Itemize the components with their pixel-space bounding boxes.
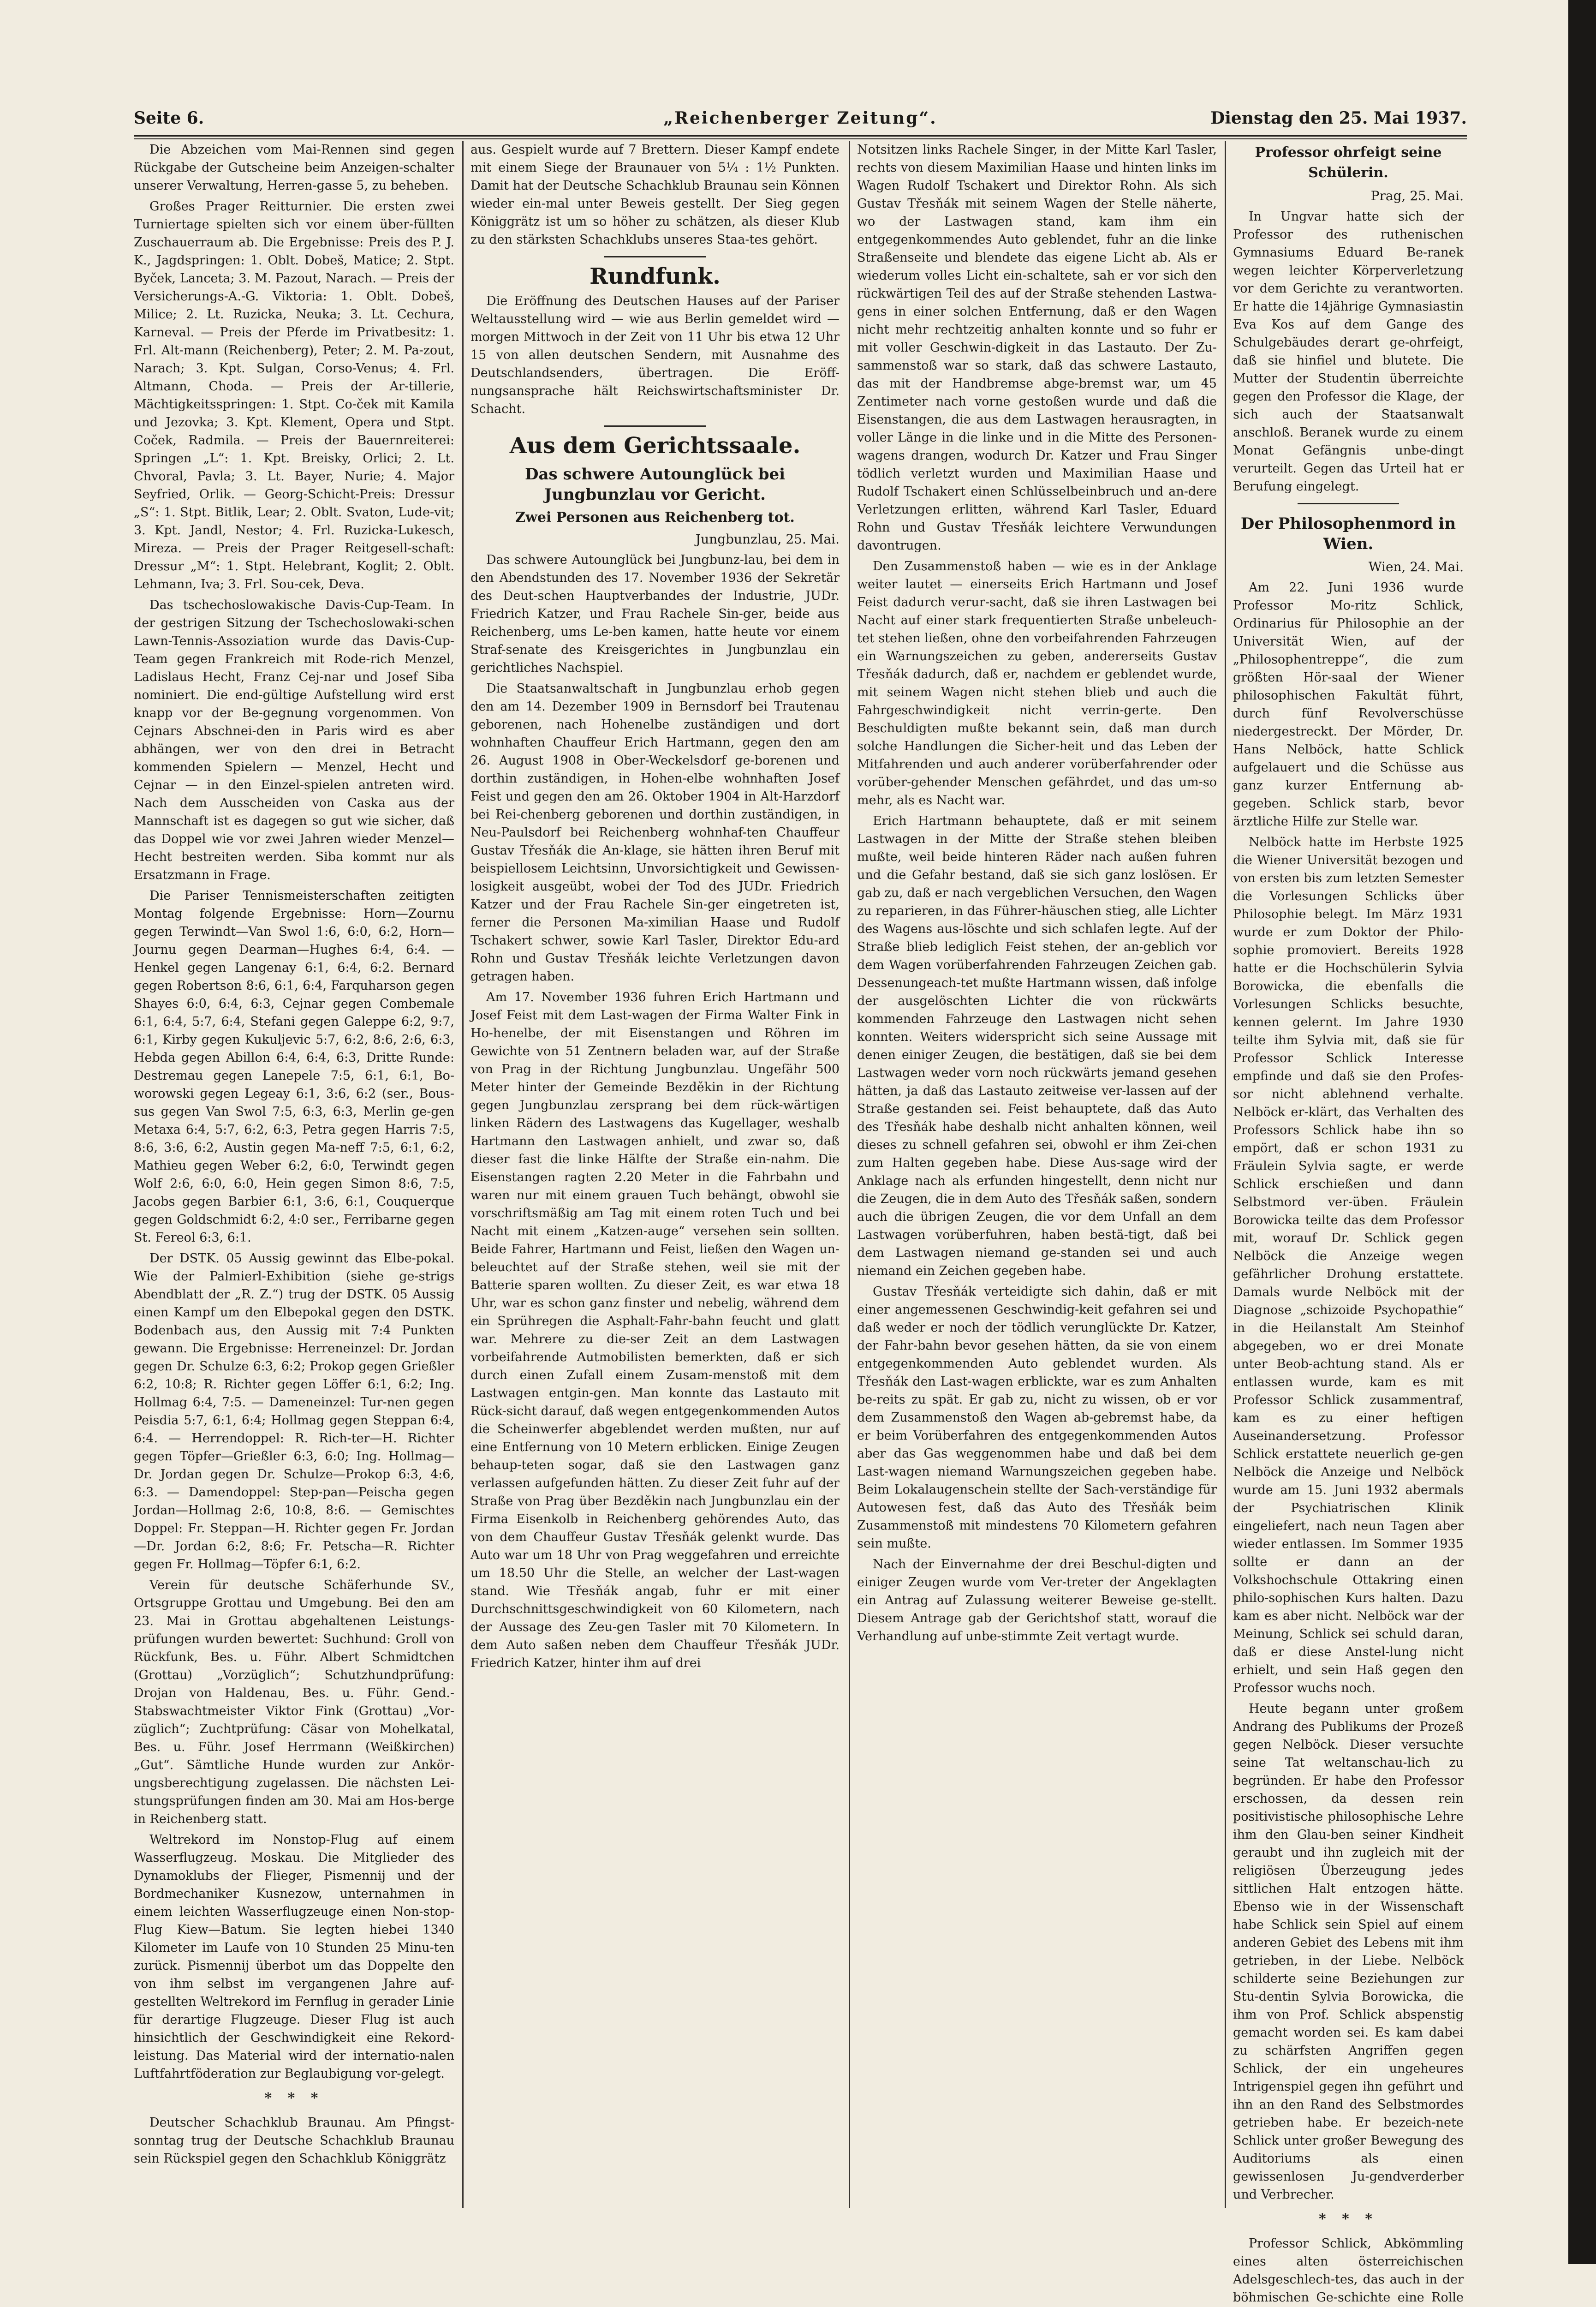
gerichtssaal-heading: Aus dem Gerichtssaale.: [509, 433, 801, 459]
article-paragraph: Gustav Třesňák verteidigte sich dahin, daß er mit einer angemessenen Geschwindig-keit gefahren sei und daß weder er noch der tödlich verunglückte Dr. Katzer, der Fahr-bahn bevor gesehen hätten, da sie von einem entgegenkommenden Auto geblendet wurden. Als Třesňák den Last-wagen erblickte, war es zum Anhalten be-reits zu spät. Er gab zu, nicht zu wissen, ob er vor dem Zusammenstoß den Wagen ab-gebremst habe, da er beim Vorüberfahren des entgegenkommenden Autos aber das Gas weggenommen habe und daß bei dem Last-wagen niemand Warnungszeichen gegeben habe. Beim Lokalaugenschein stellte der Sach-verständige für Autowesen fest, daß das Auto des Třesňák beim Zusammenstoß mit mindestens 70 Kilometern gefahren sein mußte.: [857, 1285, 1217, 1551]
autounglueck-subheadline: Zwei Personen aus Reichenberg tot.: [515, 509, 795, 526]
section-rule: [1298, 503, 1399, 504]
dateline: Jungbunzlau, 25. Mai.: [695, 532, 840, 547]
column-1: [134, 141, 454, 2208]
article-schaeferhunde: Verein für deutsche Schäferhunde SV., Ortsgruppe Grottau und Umgebung. Bei den am 23. Mai in Grottau abgehaltenen Leistungs-prüfungen wurden bewertet: Suchhund: Groll von Rückfunk, Bes. u. Führ. Albert Schmidtchen (Grottau) „Vorzüglich“; Schutzhundprüfung: Drojan von Haldenau, Bes. u. Führ. Gend.-Stabswachtmeister Viktor Fink (Grottau) „Vor-züglich“; Zuchtprüfung: Cäsar von Mohelkatal, Bes. u. Führ. Josef Herrmann (Weißkirchen) „Gut“. Sämtliche Hunde wurden zur Ankör-ungsberechtigung zugelassen. Die nächsten Lei-stungsprüfungen finden am 30. Mai am Hos-berge in Reichenberg statt.: [134, 1578, 454, 1826]
rundfunk-heading: Rundfunk.: [590, 263, 721, 289]
page-number: Seite 6.: [134, 108, 204, 128]
column-3: [857, 141, 1217, 2208]
notice-abzeichen: Die Abzeichen vom Mai-Rennen sind gegen Rückgabe der Gutscheine beim Anzeigen-schalter unserer Verwaltung, Herren-gasse 5, zu beheben.: [134, 143, 454, 193]
article-paragraph: Heute begann unter großem Andrang des Publikums der Prozeß gegen Nelböck. Dieser versuchte seine Tat weltanschau-lich zu begründen. Er habe den Professor erschossen, da dessen rein positivistische philosophische Lehre ihm den Glau-ben seiner Kindheit geraubt und ihn zugleich mit der religiösen Überzeugung jedes sittlichen Halt entzogen hätte. Ebenso wie in der Wissenschaft habe Schlick sein Spiel auf einem anderen Gebiet des Lebens mit ihm getrieben, in der Liebe. Nelböck schilderte seine Beziehungen zur Stu-dentin Sylvia Borowicka, die ihm von Prof. Schlick abspenstig gemacht worden sei. Es kam dabei zu schärfsten Angriffen gegen Schlick, der ein ungeheures Intrigenspiel gegen ihn geführt und ihn an den Rand des Selbstmordes getrieben habe. Er bezeich-nete Schlick unter großer Bewegung des Auditoriums als einen gewissenlosen Ju-gendverderber und Verbrecher.: [1233, 1702, 1464, 2202]
article-paragraph: Den Zusammenstoß haben — wie es in der Anklage weiter lautet — einerseits Erich Hartmann und Josef Feist dadurch verur-sacht, daß sie ihren Lastwagen bei Nacht auf einer stark frequentierten Straße unbeleuch-tet stehen ließen, ohne den vorbeifahrenden Fahrzeugen ein Warnungszeichen zu geben, andererseits Gustav Třesňák dadurch, daß er, nachdem er geblendet wurde, mit seinem Wagen nicht stehen blieb und auch die Fahrgeschwindigkeit nicht verrin-gerte. Den Beschuldigten mußte bekannt sein, daß man durch solche Handlungen die Sicher-heit und das Leben der Mitfahrenden und auch anderer vorüberfahrender oder vorüber-gehender Menschen gefährdet, und das um-so mehr, als es Nacht war.: [857, 559, 1217, 807]
column-4: [1233, 141, 1464, 2305]
article-paragraph: In Ungvar hatte sich der Professor des ruthenischen Gymnasiums Eduard Be-ranek wegen leichter Körperverletzung vor dem Gerichte zu verantworten. Er hatte die 14jährige Gymnasiastin Eva Kos auf dem Gange des Schulgebäudes derart ge-ohrfeigt, daß sie hinfiel und blutete. Die Mutter der Studentin überreichte gegen den Professor die Klage, der sich auch der Staatsanwalt anschloß. Beranek wurde zu einem Monat Gefängnis unbe-dingt verurteilt. Gegen das Urteil hat er Berufung eingelegt.: [1233, 209, 1464, 494]
ohrfeige-headline: Professor ohrfeigt seine Schülerin.: [1255, 144, 1442, 181]
article-paragraph: Die Staatsanwaltschaft in Jungbunzlau erhob gegen den am 14. Dezember 1909 in Bernsdorf bei Trautenau geborenen, nach Hohenelbe zuständigen und dort wohnhaften Chauffeur Erich Hartmann, gegen den am 26. August 1908 in Ober-Weckelsdorf ge-borenen und dorthin zuständigen, in Hohen-elbe wohnhaften Josef Feist und gegen den am 26. Oktober 1904 in Alt-Harzdorf bei Rei-chenberg geborenen und dorthin zuständigen, in Neu-Paulsdorf bei Reichenberg wohnhaf-ten Chauffeur Gustav Třesňák die An-klage, sie hätten ihren Beruf mit beispiellosem Leichtsinn, Unvorsichtigkeit und Gewissen-losigkeit ausgeübt, wobei der Tod des JUDr. Friedrich Katzer und der Frau Rachele Sin-ger eingetreten ist, ferner die Personen Ma-ximilian Haase und Rudolf Tschakert schwer, sowie Karl Tasler, Direktor Edu-ard Rohn und Gustav Třesňák leichte Verletzungen davon getragen haben.: [470, 681, 840, 984]
article-paragraph: Professor Schlick, Abkömmling eines alten österreichischen Adelsgeschlech-tes, das auch in der böhmischen Ge-schichte eine Rolle: [1233, 2236, 1464, 2305]
section-stars: * * *: [1319, 2211, 1378, 2227]
article-paragraph: Am 17. November 1936 fuhren Erich Hartmann und Josef Feist mit dem Last-wagen der Firma Walter Fink in Ho-henelbe, der mit Eisenstangen und Röhren im Gewichte von 51 Zentnern beladen war, auf der Straße von Prag in der Richtung Jungbunzlau. Ungefähr 500 Meter hinter der Gemeinde Bezděkin in der Richtung gegen Jungbunzlau zersprang bei dem rück-wärtigen linken Rädern des Lastwagens das Kugellager, weshalb Hartmann den Lastwagen anhielt, und zwar so, daß dieser fast die linke Hälfte der Straße ein-nahm. Die Eisenstangen ragten 2.20 Meter in die Fahrbahn und waren nur mit einem grauen Tuch behängt, obwohl sie vorschriftsmäßig am Tag mit einem roten Tuch und bei Nacht mit einem „Katzen-auge“ versehen sein sollten. Beide Fahrer, Hartmann und Feist, ließen den Wagen un-beleuchtet auf der Straße stehen, weil sie mit der Batterie sparen wollten. Zu dieser Zeit, es war etwa 18 Uhr, war es schon ganz finster und nebelig, während dem ein Sprühregen die Asphalt-Fahr-bahn feucht und glatt war. Mehrere zu die-ser Zeit an dem Lastwagen vorbeifahrende Autmobilisten bemerkten, daß er sich durch einen Zufall einem Zusam-menstoß mit dem Lastwagen entgin-gen. Man konnte das Lastauto mit Rück-sicht darauf, daß wegen entgegenkommenden Autos die Scheinwerfer abgeblendet werden mußten, nur auf eine Entfernung von 10 Metern erblicken. Einige Zeugen behaup-teten sogar, daß sie den Lastwagen ganz verlassen aufgefunden hätten. Zu dieser Zeit fuhr auf der Straße von Prag über Bezděkin nach Jungbunzlau ein der Firma Eisenkolb in Reichenberg gehörendes Auto, das von dem Chauffeur Gustav Třesňák gelenkt wurde. Das Auto war um 18 Uhr von Prag weggefahren und erreichte um 18.50 Uhr die Stelle, an welcher der Last-wagen stand. Wie Třesňák angab, fuhr er mit einer Durchschnittsgeschwindigkeit von 60 Kilometern, nach der Aussage des Zeu-gen Tasler mit 70 Kilometern. In dem Auto saßen neben dem Chauffeur Třesňák JUDr. Friedrich Katzer, hinter ihm auf drei: [470, 990, 840, 1670]
section-stars: * * *: [264, 2090, 324, 2106]
column-divider: [462, 141, 464, 2208]
header-rule: [134, 135, 1467, 137]
column-divider: [849, 141, 850, 2208]
article-schachklub: Deutscher Schachklub Braunau. Am Pfingst-sonntag trug der Deutsche Schachklub Braunau sein Rückspiel gegen den Schachklub Königgrätz: [134, 2116, 454, 2166]
dateline: Prag, 25. Mai.: [1370, 188, 1464, 203]
column-divider: [1225, 141, 1226, 2208]
rundfunk-text: Die Eröffnung des Deutschen Hauses auf der Pariser Weltausstellung wird — wie aus Berlin gemeldet wird — morgen Mittwoch in der Zeit von 11 Uhr bis etwa 12 Uhr 15 von allen deutschen Sendern, mit Ausnahme des Deutschlandsenders, übertragen. Die Eröff-nungsansprache hält Reichswirtschaftsminister Dr. Schacht.: [470, 294, 840, 416]
philosophenmord-headline: Der Philosophenmord in Wien.: [1240, 514, 1456, 553]
article-paragraph: Am 22. Juni 1936 wurde Professor Mo-ritz Schlick, Ordinarius für Philosophie an der Universität Wien, auf der „Philosophentreppe“, die zum größten Hör-saal der Wiener philosophischen Fakultät führt, durch fünf Revolverschüsse niedergestreckt. Der Mörder, Dr. Hans Nelböck, hatte Schlick aufgelauert und die Schüsse aus ganz kurzer Entfernung ab-gegeben. Schlick starb, bevor ärztliche Hilfe zur Stelle war.: [1233, 580, 1464, 829]
schach-continuation: aus. Gespielt wurde auf 7 Brettern. Dieser Kampf endete mit einem Siege der Braunauer von 5¼ : 1½ Punkten. Damit hat der Deutsche Schachklub Braunau sein Können wieder ein-mal unter Beweis gestellt. Der Sieg gegen Königgrätz ist um so höher zu schätzen, als dieser Klub zu den stärksten Schachklubs unseres Staa-tes gehört.: [470, 143, 840, 247]
section-rule: [604, 256, 706, 257]
page-header: [134, 104, 1467, 136]
section-rule: [604, 425, 706, 427]
article-davis-cup: Das tschechoslowakische Davis-Cup-Team. In der gestrigen Sitzung der Tschechoslowaki-schen Lawn-Tennis-Assoziation wurde das Davis-Cup-Team gegen Frankreich mit Rode-rich Menzel, Ladislaus Hecht, Franz Cej-nar und Josef Siba nominiert. Die end-gültige Aufstellung wird erst knapp vor der Be-gegnung vorgenommen. Von Cejnars Abschnei-den in Paris wird es aber abhängen, wer von den drei in Betracht kommenden Spielern — Menzel, Hecht und Cejnar — in den Einzel-spielen antreten wird. Nach dem Ausscheiden von Caska aus der Mannschaft ist es dagegen so gut wie sicher, daß das Doppel wie vor zwei Jahren wieder Menzel—Hecht bestreiten werden. Siba kommt nur als Ersatzmann in Frage.: [134, 598, 454, 882]
issue-date: Dienstag den 25. Mai 1937.: [1210, 108, 1467, 128]
article-paragraph: Das schwere Autounglück bei Jungbunz-lau, bei dem in den Abendstunden des 17. November 1936 der Sekretär des Deut-schen Hauptverbandes der Industrie, JUDr. Friedrich Katzer, und Frau Rachele Sin-ger, beide aus Reichenberg, ums Le-ben kamen, hatte heute vor einem Straf-senate des Kreisgerichtes in Jungbunzlau ein gerichtliches Nachspiel.: [470, 553, 840, 675]
dateline: Wien, 24. Mai.: [1368, 559, 1464, 574]
article-paragraph: Notsitzen links Rachele Singer, in der Mitte Karl Tasler, rechts von diesem Maximilian Haase und hinten links im Wagen Rudolf Tschakert und Direktor Rohn. Als sich Gustav Třesňák mit seinem Wagen der Stelle näherte, wo der Lastwagen stand, kam ihm ein entgegenkommendes Auto geblendet, fuhr an die linke Straßenseite und blendete das eigene Licht ab. Als er wiederum volles Licht ein-schaltete, sah er vor sich den rückwärtigen Teil des auf der Straße stehenden Lastwa-gens in einer solchen Entfernung, daß er den Wagen nicht mehr rechtzeitig anhalten konnte und so fuhr er mit voller Geschwin-digkeit in das Lastauto. Der Zu-sammenstoß war so stark, daß das schwere Lastauto, das mit der Handbremse abge-bremst war, um 45 Zentimeter nach vorne gestoßen wurde und daß die Eisenstangen, die aus dem Lastwagen herausragten, in voller Länge in die linke und in die Mitte des Personen-wagens drangen, wodurch Dr. Katzer und Frau Singer tödlich verletzt wurden und Maximilian Haase und Rudolf Tschakert einen Schlüsselbeinbruch und an-dere Verletzungen erlitten, während Karl Tasler, Eduard Rohn und Gustav Třesňák leichtere Verwundungen davontrugen.: [857, 143, 1217, 553]
article-tennis-paris: Die Pariser Tennismeisterschaften zeitigten Montag folgende Ergebnisse: Horn—Zournu gegen Terwindt—Van Swol 1:6, 6:0, 6:2, Horn—Journu gegen Dearman—Hughes 6:4, 6:4. — Henkel gegen Langenay 6:1, 6:4, 6:2. Bernard gegen Robertson 8:6, 6:1, 6:4, Farquharson gegen Shayes 6:0, 6:4, 6:3, Cejnar gegen Combemale 6:1, 6:4, 5:7, 6:4, Stefani gegen Galeppe 6:2, 9:7, 6:1, Kirby gegen Kukuljevic 5:7, 6:2, 8:6, 2:6, 6:3, Hebda gegen Abillon 6:4, 6:4, 6:3, Dritte Runde: Destremau gegen Lanepele 7:5, 6:1, 6:1, Bo-worowski gegen Legeay 6:1, 3:6, 6:2 (ser., Bous-sus gegen Van Swol 7:5, 6:3, 6:3, Merlin ge-gen Metaxa 6:4, 5:7, 6:2, 6:3, Petra gegen Harris 7:5, 8:6, 3:6, 6:2, Austin gegen Ma-neff 7:5, 6:1, 6:2, Mathieu gegen Weber 6:2, 6:0, Terwindt gegen Wolf 2:6, 6:0, 6:0, Hein gegen Simon 8:6, 7:5, Jacobs gegen Barbier 6:1, 3:6, 6:1, Couquerque gegen Goldschmidt 6:2, 4:0 ser., Ferribarne gegen St. Fereol 6:3, 6:1.: [134, 889, 454, 1245]
article-paragraph: Nach der Einvernahme der drei Beschul-digten und einiger Zeugen wurde vom Ver-treter der Angeklagten ein Antrag auf Zulassung weiterer Beweise ge-stellt. Diesem Antrage gab der Gerichtshof statt, worauf die Verhandlung auf unbe-stimmte Zeit vertagt wurde.: [857, 1557, 1217, 1644]
article-weltrekord: Weltrekord im Nonstop-Flug auf einem Wasserflugzeug. Moskau. Die Mitglieder des Dynamoklubs der Flieger, Pismennij und der Bordmechaniker Kusnezow, unternahmen in einem leichten Wasserflugzeuge einen Non-stop-Flug Kiew—Batum. Sie legten hiebei 1340 Kilometer im Laufe von 10 Stunden 25 Minu-ten zurück. Pismennij überbot um das Doppelte den von ihm selbst im vergangenen Jahre auf-gestellten Weltrekord im Fernflug in gerader Linie für derartige Flugzeuge. Dieser Flug ist auch hinsichtlich der Geschwindigkeit eine Rekord-leistung. Das Material wird der internatio-nalen Luftfahrtföderation zur Beglaubigung vor-gelegt.: [134, 1833, 454, 2081]
masthead: „Reichenberger Zeitung“.: [663, 108, 937, 128]
article-paragraph: Erich Hartmann behauptete, daß er mit seinem Lastwagen in der Mitte der Straße stehen bleiben mußte, weil beide hinteren Räder nach außen fuhren und die Gefahr bestand, daß sie sich ganz loslösen. Er gab zu, daß er nach vergeblichen Versuchen, den Wagen zu reparieren, in das Führer-häuschen stieg, alle Lichter des Wagens aus-löschte und sich schlafen legte. Auf der Straße blieb lediglich Feist stehen, der an-geblich vor dem Wagen vorüberfahrenden Fahrzeugen Zeichen gab. Dessenungeach-tet mußte Hartmann wissen, daß infolge der ausgelöschten Lichter die von rückwärts kommenden Fahrzeuge den Lastwagen nicht sehen konnten. Weiters widerspricht sich seine Aussage mit denen einiger Zeugen, die bestätigen, daß sie bei dem Lastwagen weder vorn noch rückwärts jemand gesehen hätten, ja daß das Lastauto zeitweise ver-lassen auf der Straße gestanden sei. Feist behauptete, daß das Auto des Třesňák habe deshalb nicht anhalten können, weil dieses zu schnell gefahren sei, obwohl er ihm Zei-chen zum Halten gegeben habe. Diese Aus-sage wird der Anklage nach als erfunden hingestellt, denn nicht nur die Zeugen, die in dem Auto des Třesňák saßen, sondern auch die übrigen Zeugen, die vor dem Unfall an dem Lastwagen vorüberfuhren, haben bestä-tigt, daß bei dem Lastwagen niemand ge-standen sei und auch niemand ein Zeichen gegeben habe.: [857, 814, 1217, 1278]
autounglueck-headline: Das schwere Autounglück bei Jungbunzlau vor Gericht.: [524, 465, 786, 504]
scan-edge: [1568, 0, 1596, 2264]
article-paragraph: Nelböck hatte im Herbste 1925 die Wiener Universität bezogen und von ersten bis zum letzten Semester die Vorlesungen Schlicks über Philosophie belegt. Im März 1931 wurde er zum Doktor der Philo-sophie promoviert. Bereits 1928 hatte er die Hochschülerin Sylvia Borowicka, die ebenfalls die Vorlesungen Schlicks besuchte, kennen gelernt. Im Jahre 1930 teilte ihm Sylvia mit, daß sie für Professor Schlick Interesse empfinde und daß sie den Profes-sor nicht ablehnend verhalte. Nelböck er-klärt, das Verhalten des Professors Schlick habe ihn so empört, daß er schon 1931 zu Fräulein Sylvia sagte, er werde Schlick erschießen und dann Selbstmord ver-üben. Fräulein Borowicka teilte das dem Professor mit, worauf Dr. Schlick gegen Nelböck die Anzeige wegen gefährlicher Drohung erstattete. Damals wurde Nelböck mit der Diagnose „schizoide Psychopathie“ in die Heilanstalt Am Steinhof abgegeben, wo er drei Monate unter Beob-achtung stand. Als er entlassen wurde, kam es mit Professor Schlick zusammentraf, kam es zu einer heftigen Auseinandersetzung. Professor Schlick erstattete neuerlich ge-gen Nelböck die Anzeige und Nelböck wurde am 15. Juni 1932 abermals der Psychiatrischen Klinik eingeliefert, nach neun Tagen aber wieder entlassen. Im Sommer 1935 sollte er dann an der Volkshochschule Ottakring einen philo-sophischen Kurs halten. Dazu kam es aber nicht. Nelböck war der Meinung, Schlick sei schuld daran, daß er diese Anstel-lung nicht erhielt, und sein Haß gegen den Professor wuchs noch.: [1233, 835, 1464, 1695]
article-reitturnier: Großes Prager Reitturnier. Die ersten zwei Turniertage spielten sich vor einem über-füllten Zuschauerraum ab. Die Ergebnisse: Preis des P. J. K., Jagdspringen: 1. Oblt. Dobeš, Matice; 2. Stpt. Byček, Lanceta; 3. M. Pazout, Narach. — Preis der Versicherungs-A.-G. Viktoria: 1. Oblt. Dobeš, Milice; 2. Lt. Ruzicka, Neuka; 3. Lt. Cechura, Karneval. — Preis der Pferde im Privatbesitz: 1. Frl. Alt-mann (Reichenberg), Peter; 2. M. Pa-zout, Narach; 3. Kpt. Sulgan, Corso-Venus; 4. Frl. Altmann, Choda. — Preis der Ar-tillerie, Mächtigkeitsspringen: 1. Stpt. Co-ček mit Kamila und Jezovka; 3. Kpt. Klement, Opera und Stpt. Coček, Radmila. — Preis der Bauernreiterei: Springen „L“: 1. Kpt. Breisky, Orlici; 2. Lt. Chvoral, Pavla; 3. Lt. Bayer, Nurie; 4. Major Seyfried, Orlik. — Georg-Schicht-Preis: Dressur „S“: 1. Stpt. Bitlik, Lear; 2. Oblt. Svaton, Lude-vit; 3. Kpt. Jandl, Nestor; 4. Frl. Ruzicka-Lukesch, Mireza. — Preis der Prager Reitgesell-schaft: Dressur „M“: 1. Stpt. Helebrant, Koglit; 2. Oblt. Lehmann, Iva; 3. Frl. Sou-cek, Deva.: [134, 199, 454, 592]
article-elbepokal: Der DSTK. 05 Aussig gewinnt das Elbe-pokal. Wie der Palmierl-Exhibition (siehe ge-strigs Abendblatt der „R. Z.“) trug der DSTK. 05 Aussig einen Kampf um den Elbepokal gegen den DSTK. Bodenbach aus, den Aussig mit 7:4 Punkten gewann. Die Ergebnisse: Herreneinzel: Dr. Jordan gegen Dr. Schulze 6:3, 6:2; Prokop gegen Grießler 6:2, 10:8; R. Richter gegen Löffer 6:1, 6:2; Ing. Hollmag 6:4, 7:5. — Dameneinzel: Tur-nen gegen Peisdia 5:7, 6:1, 6:4; Hollmag gegen Steppan 6:4, 6:4. — Herrendoppel: R. Rich-ter—H. Richter gegen Töpfer—Grießler 6:3, 6:0; Ing. Hollmag—Dr. Jordan gegen Dr. Schulze—Prokop 6:3, 4:6, 6:3. — Damendoppel: Step-pan—Peischa gegen Jordan—Hollmag 2:6, 10:8, 8:6. — Gemischtes Doppel: Fr. Steppan—H. Richter gegen Fr. Jordan—Dr. Jordan 6:2, 8:6; Fr. Petscha—R. Richter gegen Fr. Hollmag—Töpfer 6:1, 6:2.: [134, 1251, 454, 1572]
header-rule-thin: [134, 138, 1467, 139]
column-2: [470, 141, 840, 2208]
